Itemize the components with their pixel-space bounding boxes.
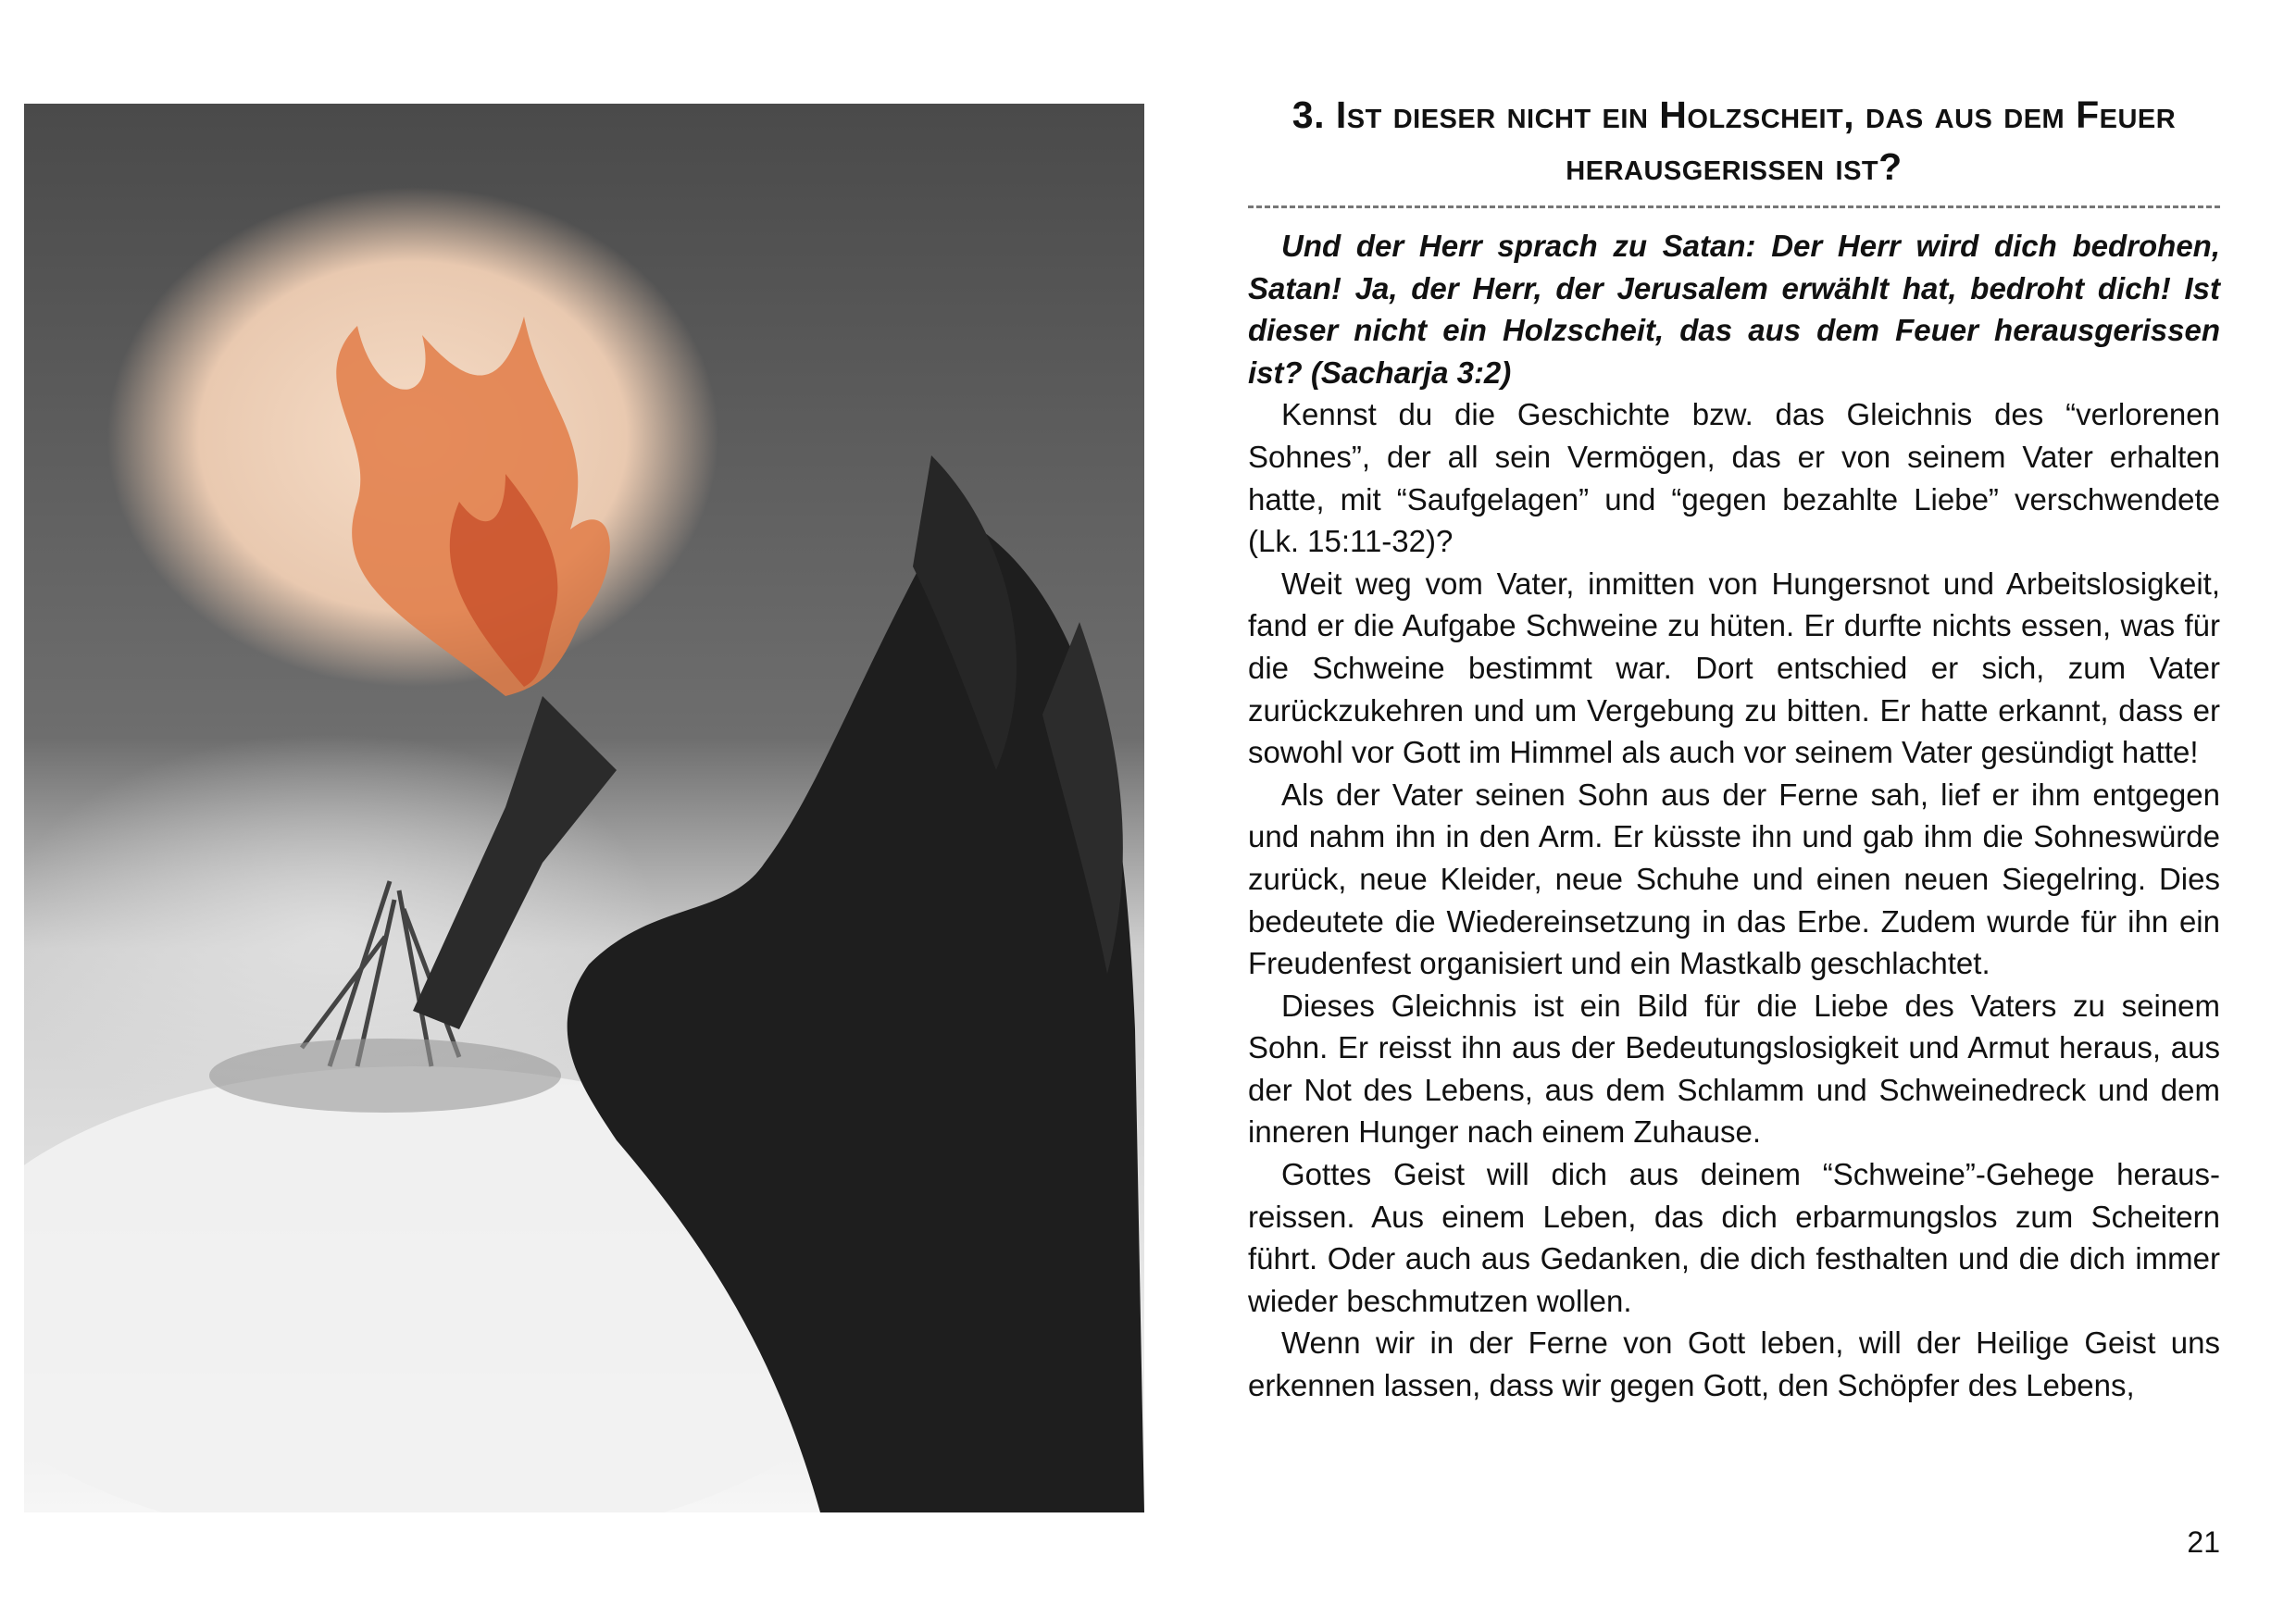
- page-number: 21: [2187, 1525, 2220, 1559]
- bible-verse: Und der Herr sprach zu Satan: Der Herr wird dich bedrohen, Satan! Ja, der Herr, der Jerusalem erwählt hat, bedroht dich! Ist dieser nicht ein Holzscheit, das aus dem Feuer herausgerissen ist? (Sacharja 3:2): [1248, 229, 2220, 390]
- text-column: [1248, 89, 2220, 1407]
- paragraph: Weit weg vom Vater, inmitten von Hungersnot und Arbeitslosigkeit, fand er die Aufgabe Schweine zu hüten. Er durfte nichts essen, was für die Schweine bestimmt war. Dort entschied er sich, zum Vater zurückzukehren und um Vergebung zu bitten. Er hatte erkannt, dass er sowohl vor Gott im Himmel als auch vor seinem Vater gesündigt hatte!: [1248, 566, 2220, 770]
- title-divider: [1248, 205, 2220, 208]
- body-text: [1248, 225, 2220, 1407]
- burning-log-drawing: [24, 104, 1144, 1512]
- paragraph: Als der Vater seinen Sohn aus der Ferne sah, lief er ihm entgegen und nahm ihn in den Arm. Er küsste ihn und gab ihm die Sohneswürde zurück, neue Kleider, neue Schuhe und einen neuen Siegelring. Dies bedeutete die Wiedereinsetzung in das Erbe. Zudem wurde für ihn ein Freudenfest organisiert und ein Mastkalb geschlachtet.: [1248, 777, 2220, 981]
- paragraph: Dieses Gleichnis ist ein Bild für die Liebe des Vaters zu seinem Sohn. Er reisst ihn aus der Bedeutungslosigkeit und Armut heraus, aus der Not des Lebens, aus dem Schlamm und Schweinedreck und dem inneren Hunger nach einem Zuhause.: [1248, 988, 2220, 1150]
- paragraph: Gottes Geist will dich aus deinem “Schweine”-Gehege herausreissen. Aus einem Leben, das dich erbarmungslos zum Scheitern führt. Oder auch aus Gedanken, die dich festhalten und die dich immer wieder beschmutzen wollen.: [1248, 1157, 2220, 1318]
- pencil-illustration: [24, 104, 1144, 1512]
- chapter-title: 3. Ist dieser nicht ein Holzscheit, das aus dem Feuer herausgerissen ist?: [1292, 93, 2177, 188]
- paragraph: Kennst du die Geschichte bzw. das Gleichnis des “verlorenen Sohnes”, der all sein Vermögen, das er von seinem Vater erhalten hatte, mit “Saufgelagen” und “gegen bezahlte Liebe” verschwendete (Lk. 15:11-32)?: [1248, 397, 2220, 559]
- paragraph: Wenn wir in der Ferne von Gott leben, will der Heilige Geist uns erkennen lassen, dass wir gegen Gott, den Schöpfer des Lebens,: [1248, 1326, 2220, 1403]
